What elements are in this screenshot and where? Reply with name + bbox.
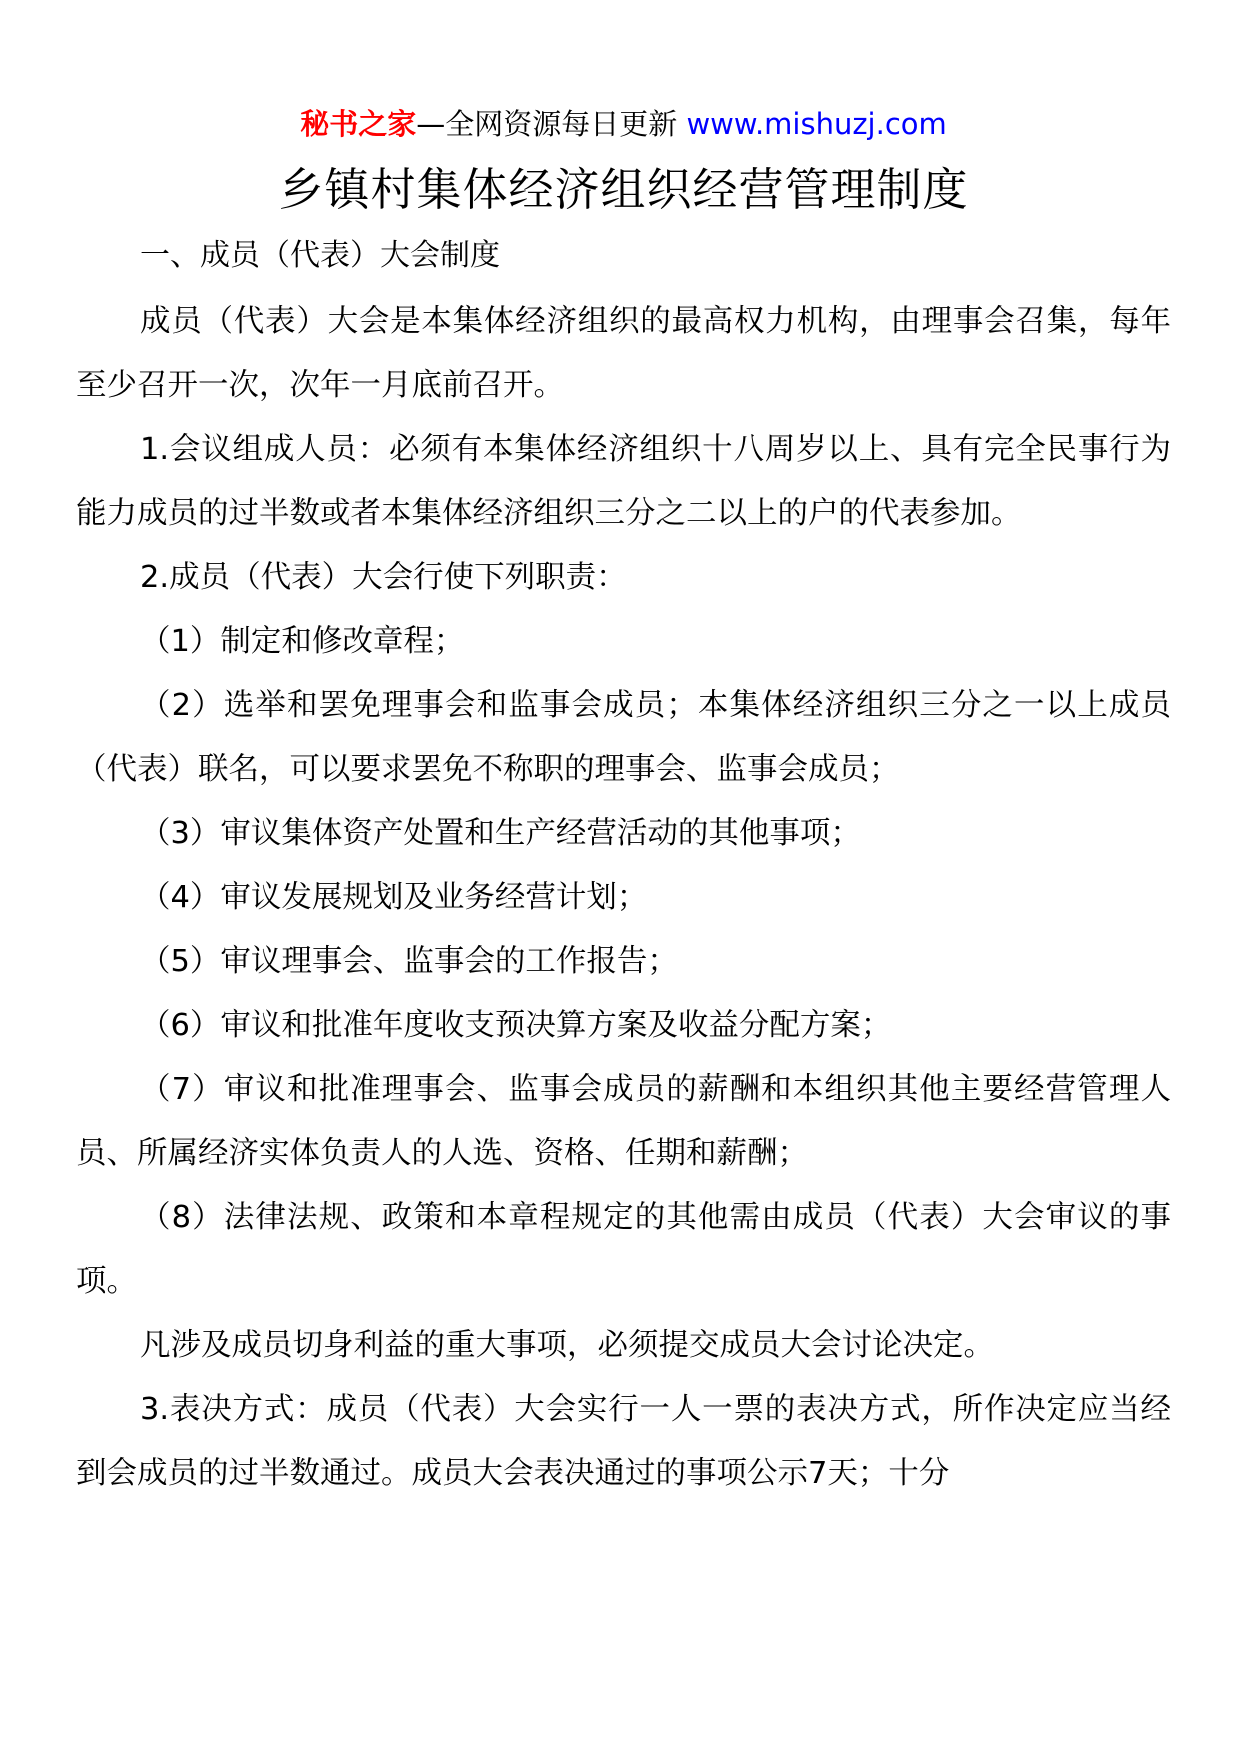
site-header — [76, 98, 1171, 150]
list-item-duty-8: （8）法律法规、政策和本章程规定的其他需由成员（代表）大会审议的事项。 — [76, 1200, 1171, 1299]
site-url-link[interactable]: www.mishuzj.com — [686, 107, 947, 141]
site-slogan: —全网资源每日更新 — [416, 107, 678, 141]
list-item-duty-7: （7）审议和批准理事会、监事会成员的薪酬和本组织其他主要经营管理人员、所属经济实体负责人的人选、资格、任期和薪酬； — [76, 1072, 1171, 1171]
paragraph-meeting-members: 1.会议组成人员：必须有本集体经济组织十八周岁以上、具有完全民事行为能力成员的过半数或者本集体经济组织三分之二以上的户的代表参加。 — [76, 432, 1171, 531]
paragraph-duties-heading: 2.成员（代表）大会行使下列职责： — [140, 560, 627, 595]
paragraph-voting-method: 3.表决方式：成员（代表）大会实行一人一票的表决方式，所作决定应当经到会成员的过半数通过。成员大会表决通过的事项公示7天；十分 — [76, 1392, 1171, 1491]
list-item-duty-3: （3）审议集体资产处置和生产经营活动的其他事项； — [140, 816, 861, 851]
brand-name: 秘书之家 — [300, 107, 417, 141]
list-item-duty-6: （6）审议和批准年度收支预决算方案及收益分配方案； — [140, 1008, 892, 1043]
document-page — [76, 98, 1171, 1506]
document-title: 乡镇村集体经济组织经营管理制度 — [278, 163, 969, 216]
list-item-duty-2: （2）选举和罢免理事会和监事会成员；本集体经济组织三分之一以上成员（代表）联名，可以要求罢免不称职的理事会、监事会成员； — [76, 688, 1171, 787]
list-item-duty-1: （1）制定和修改章程； — [140, 624, 465, 659]
list-item-duty-5: （5）审议理事会、监事会的工作报告； — [140, 944, 678, 979]
paragraph-major-matters: 凡涉及成员切身利益的重大事项，必须提交成员大会讨论决定。 — [140, 1328, 994, 1363]
section-heading: 一、成员（代表）大会制度 — [140, 238, 500, 273]
paragraph-general-assembly-intro: 成员（代表）大会是本集体经济组织的最高权力机构，由理事会召集，每年至少召开一次，次年一月底前召开。 — [76, 304, 1171, 403]
list-item-duty-4: （4）审议发展规划及业务经营计划； — [140, 880, 648, 915]
